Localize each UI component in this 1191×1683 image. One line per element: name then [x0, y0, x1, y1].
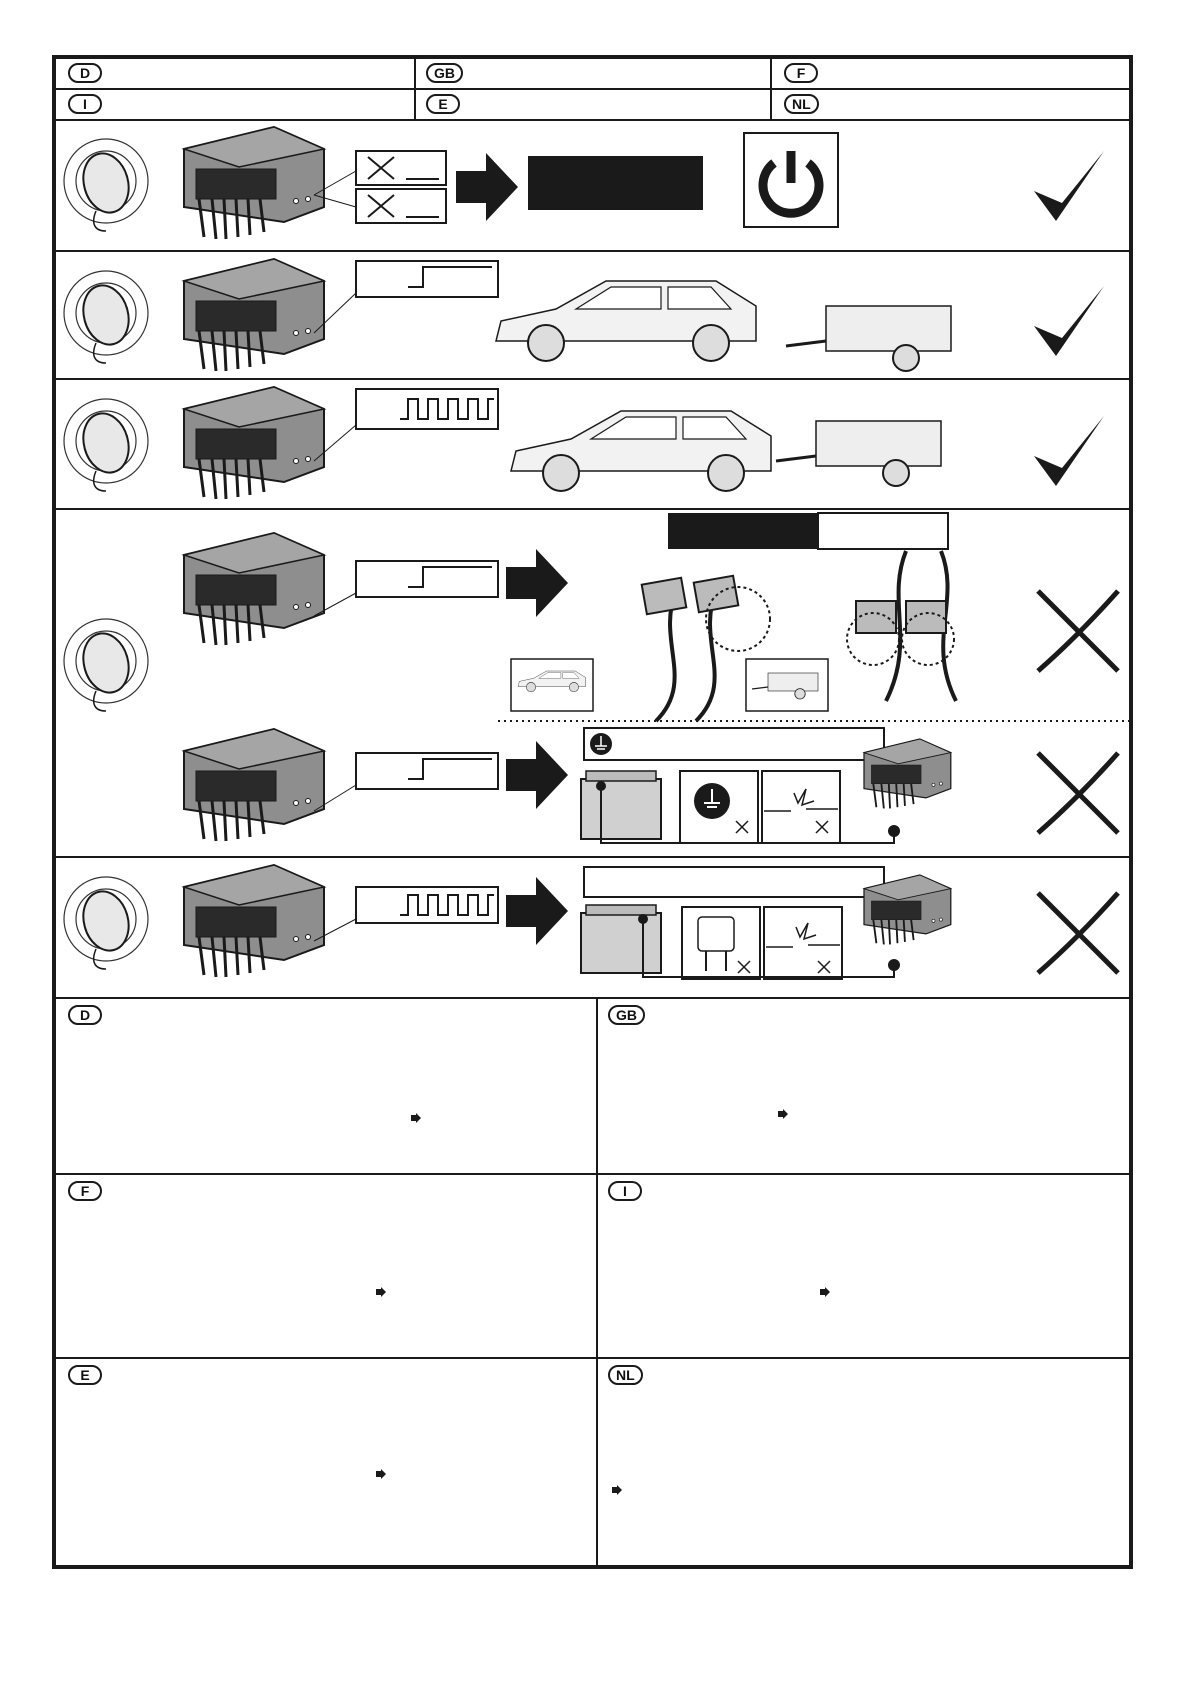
trailer-illustration [776, 421, 941, 486]
row-ground-fault [184, 728, 1118, 843]
car-illustration [511, 411, 771, 491]
text-section-e [56, 1359, 598, 1565]
language-header-row-2 [56, 90, 1129, 121]
trailer-illustration [786, 306, 951, 371]
row-pulsed-signal [64, 387, 1104, 499]
arrow-right-icon [411, 1113, 421, 1123]
text-section-f [56, 1175, 598, 1359]
language-badge-gb: GB [608, 1005, 645, 1025]
language-badge-nl: NL [608, 1365, 643, 1385]
language-badge-e: E [68, 1365, 102, 1385]
row-steady-signal [64, 259, 1104, 371]
blank-black-panel [528, 156, 703, 210]
language-badge-i: I [608, 1181, 642, 1201]
language-badge-d: D [68, 63, 102, 83]
instruction-sheet-frame [52, 55, 1133, 1569]
header-cell-i [56, 90, 416, 119]
text-section-gb [598, 999, 1129, 1175]
language-badge-nl: NL [784, 94, 819, 114]
arrow-right-icon [376, 1469, 386, 1479]
header-cell-e [416, 90, 772, 119]
checkmark-icon [1034, 416, 1104, 486]
language-badge-d: D [68, 1005, 102, 1025]
cross-icon [1038, 591, 1118, 671]
row-connector-fault [64, 513, 1118, 721]
row-fuse-fault [64, 865, 1118, 979]
language-badge-f: F [784, 63, 818, 83]
header-cell-f [772, 59, 1129, 88]
arrow-right-icon [612, 1485, 622, 1495]
checkmark-icon [1034, 151, 1104, 221]
language-badge-gb: GB [426, 63, 463, 83]
text-section-d [56, 999, 598, 1175]
diagnostic-illustration [56, 121, 1129, 1001]
header-cell-d [56, 59, 416, 88]
header-cell-gb [416, 59, 772, 88]
text-section-i [598, 1175, 1129, 1359]
arrow-right-icon [820, 1287, 830, 1297]
car-illustration [496, 281, 756, 361]
cross-icon [1038, 893, 1118, 973]
language-badge-e: E [426, 94, 460, 114]
arrow-right-icon [778, 1109, 788, 1119]
language-header-row-1 [56, 59, 1129, 90]
language-badge-i: I [68, 94, 102, 114]
header-cell-nl [772, 90, 1129, 119]
cross-icon [1038, 753, 1118, 833]
arrow-right-icon [376, 1287, 386, 1297]
text-section-nl [598, 1359, 1129, 1565]
row-ignition-off [64, 127, 1104, 239]
checkmark-icon [1034, 286, 1104, 356]
language-badge-f: F [68, 1181, 102, 1201]
